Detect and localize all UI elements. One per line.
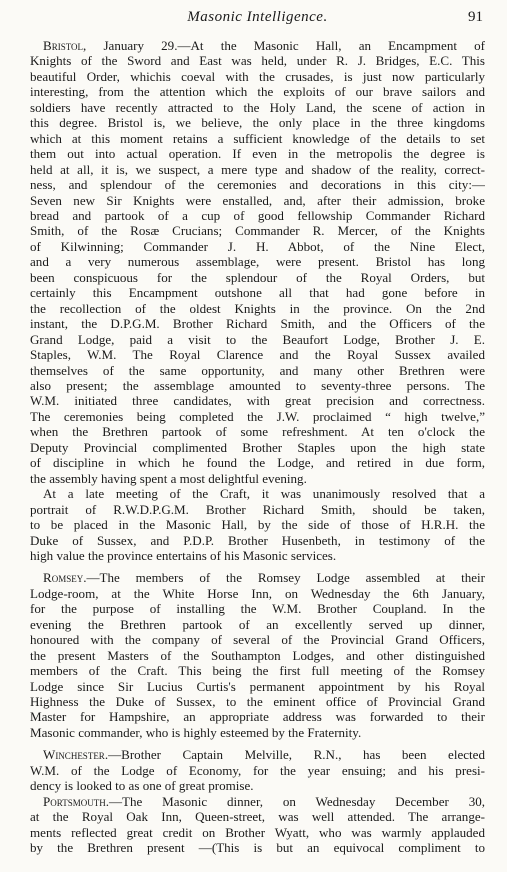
text-line — [30, 347, 485, 362]
line-text: Smith, of the Rosæ Crucians; Commander R. Mercer, of the Knights — [30, 223, 485, 239]
text-line — [30, 84, 485, 99]
text-line — [30, 601, 485, 616]
line-text: beautiful Order, whichis coeval with the crusades, is just now particularly — [30, 68, 485, 84]
text-line — [30, 517, 485, 532]
line-text: been conspicuous for the splendour of the Royal Orders, but — [30, 269, 485, 285]
line-text: high value the province entertains of his Masonic services. — [30, 547, 337, 563]
text-line — [30, 393, 485, 408]
text-line — [30, 471, 485, 486]
text-line — [30, 586, 485, 601]
place-heading: Bristol, — [43, 38, 87, 53]
text-line — [30, 778, 485, 793]
line-text: Staples, W.M. The Royal Clarence and the Royal Sussex availed — [30, 347, 485, 363]
line-text: Lodge-room, at the White Horse Inn, on Wednesday the 6th January, — [30, 585, 485, 601]
text-line — [30, 825, 485, 840]
text-line — [30, 301, 485, 316]
line-text: Seven new Sir Knights were enstalled, and, after their admission, broke — [30, 192, 485, 208]
text-line — [30, 709, 485, 724]
line-text: for the purpose of installing the W.M. Brother Coupland. In the — [30, 601, 485, 617]
line-text: also present; the assemblage amounted to seventy-three persons. The — [30, 377, 485, 393]
line-text: by the Brethren present —(This is but an equivocal compliment to — [30, 840, 485, 856]
line-text: them out into actual operation. If even in the metropolis the degree is — [30, 146, 485, 162]
text-line — [30, 763, 485, 778]
text-line — [30, 208, 485, 223]
line-text: of discipline in which he found the Lodge, and retired in due form, — [30, 455, 485, 471]
text-line — [30, 694, 485, 709]
line-text: to be placed in the Masonic Hall, by the side of those of H.R.H. the — [30, 517, 485, 533]
line-text: Master for Hampshire, an appropriate address was forwarded to their — [30, 709, 485, 725]
line-text: the present Masters of the Southampton Lodges, and other distinguished — [30, 647, 485, 663]
line-text: dency is looked to as one of great promise. — [30, 778, 254, 794]
line-text: The ceremonies being completed the J.W. proclaimed “ high twelve,” — [30, 408, 485, 424]
text-line — [30, 648, 485, 663]
line-text: bread and partook of a cup of good fellowship Commander Richard — [30, 207, 485, 223]
line-text: themselves of the same opportunity, and many other Brethren were — [30, 362, 485, 378]
text-line — [30, 440, 485, 455]
line-text: At a late meeting of the Craft, it was unanimously resolved that a — [43, 486, 485, 502]
text-line — [30, 679, 485, 694]
text-line — [30, 486, 485, 501]
line-text: Lodge since Sir Lucius Curtis's permanent appointment by his Royal — [30, 678, 485, 694]
text-line — [30, 146, 485, 161]
text-line — [30, 617, 485, 632]
text-line — [30, 533, 485, 548]
line-text: January 29.—At the Masonic Hall, an Encampment of — [86, 38, 485, 53]
line-text: Duke of Sussex, and P.D.P. Brother Husenbeth, in testimony of the — [30, 532, 485, 548]
text-line — [30, 223, 485, 238]
text-line — [30, 100, 485, 115]
line-text: Masonic commander, who is highly esteemed by the Fraternity. — [30, 724, 362, 740]
line-text: Highness the Duke of Sussex, to the eminent office of Provincial Grand — [30, 694, 485, 710]
line-text: W.M. of the Lodge of Economy, for the year ensuing; and his presi- — [30, 762, 485, 778]
text-line — [30, 131, 485, 146]
line-text: ness, and splendour of the ceremonies and decorations in this city:— — [30, 177, 485, 193]
text-line — [30, 663, 485, 678]
line-text: portrait of R.W.D.P.G.M. Brother Richard Smith, should be taken, — [30, 501, 485, 517]
text-line — [30, 270, 485, 285]
line-text: W.M. initiated three candidates, with great precision and correctness. — [30, 393, 485, 409]
line-text: evening the Brethren partook of an excellently served up dinner, — [30, 616, 485, 632]
text-line — [30, 193, 485, 208]
place-heading: Romsey. — [43, 570, 87, 586]
running-title: Masonic Intelligence. — [187, 9, 328, 25]
text-line — [30, 794, 485, 809]
text-line — [30, 316, 485, 331]
text-line — [30, 162, 485, 177]
text-line — [30, 809, 485, 824]
line-text: —The Masonic dinner, on Wednesday December 30, — [108, 793, 485, 809]
text-line — [30, 632, 485, 647]
line-text: Grand Lodge, paid a visit to the Beaufort Lodge, Brother J. E. — [30, 331, 485, 347]
article-body — [30, 38, 485, 856]
text-line — [30, 455, 485, 470]
text-line — [30, 332, 485, 347]
text-line — [30, 725, 485, 740]
text-line — [30, 69, 485, 84]
line-text: certainly this Encampment outshone all that had gone before in — [30, 285, 485, 301]
line-text: the assembly having spent a most delightful evening. — [30, 470, 307, 486]
text-line — [30, 38, 485, 53]
text-line — [30, 254, 485, 269]
line-text: of Kilwinning; Commander J. H. Abbot, of the Nine Elect, — [30, 238, 485, 254]
line-text: the recollection of the oldest Knights in the province. On the 2nd — [30, 300, 485, 316]
line-text: ments reflected great credit on Brother Wyatt, who was warmly applauded — [30, 824, 485, 840]
line-text: members of the Craft. This being the first full meeting of the Romsey — [30, 663, 485, 679]
text-line — [30, 285, 485, 300]
line-text: soldiers have recently attracted to the Holy Land, the scene of action in — [30, 99, 485, 115]
text-line — [30, 363, 485, 378]
line-text: held at all, it is, we suspect, a mere type and shadow of the reality, correct- — [30, 161, 485, 177]
page-header — [30, 9, 485, 31]
line-text: which at this moment retains a sufficient knowledge of the details to set — [30, 130, 485, 146]
text-line — [30, 747, 485, 762]
text-line — [30, 502, 485, 517]
text-line — [30, 409, 485, 424]
text-line — [30, 177, 485, 192]
text-line — [30, 570, 485, 585]
page-number: 91 — [468, 9, 483, 25]
text-line — [30, 53, 485, 68]
line-text: Knights of the Sword and East was held, under R. J. Bridges, E.C. This — [30, 53, 485, 69]
line-text: interesting, from the attention which the exploits of our brave sailors and — [30, 84, 485, 100]
text-line — [30, 840, 485, 855]
line-text: and a very numerous assemblage, were present. Bristol has long — [30, 254, 485, 270]
text-line — [30, 548, 485, 563]
paragraph-gap — [30, 740, 485, 747]
text-line — [30, 115, 485, 130]
line-text: Deputy Provincial complimented Brother Staples upon the high state — [30, 439, 485, 455]
line-text: —The members of the Romsey Lodge assembled at their — [86, 570, 485, 586]
line-text: honoured with the company of several of the Provincial Grand Officers, — [30, 632, 485, 648]
line-text: instant, the D.P.G.M. Brother Richard Smith, and the Officers of the — [30, 316, 485, 332]
line-text: —Brother Captain Melville, R.N., has been elected — [108, 747, 485, 763]
line-text: this degree. Bristol is, we believe, the only place in the three kingdoms — [30, 115, 485, 131]
text-line — [30, 239, 485, 254]
place-heading: Winchester. — [43, 747, 109, 763]
place-heading: Portsmouth. — [43, 793, 109, 809]
text-line — [30, 378, 485, 393]
text-line — [30, 424, 485, 439]
line-text: at the Royal Oak Inn, Queen-street, was well attended. The arrange- — [30, 809, 485, 825]
line-text: when the Brethren partook of some refreshment. At ten o'clock the — [30, 424, 485, 440]
paragraph-gap — [30, 563, 485, 570]
